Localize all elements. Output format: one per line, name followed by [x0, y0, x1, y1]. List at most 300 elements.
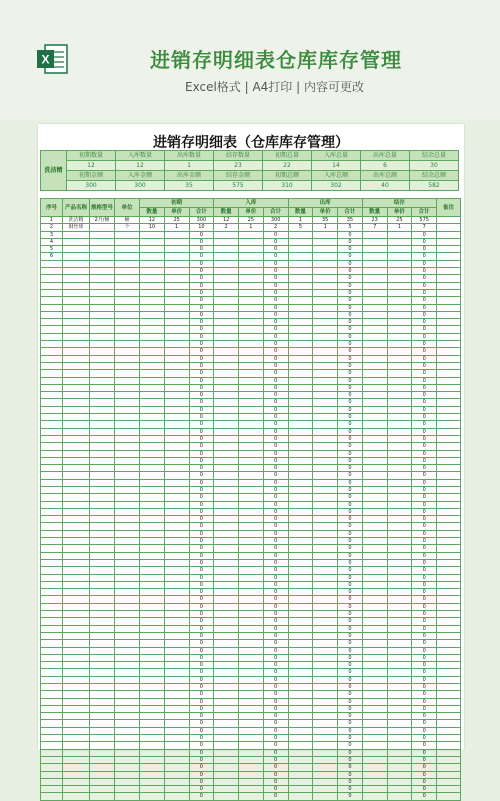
table-cell [41, 771, 63, 778]
table-cell [362, 778, 387, 785]
table-cell [41, 457, 63, 464]
table-cell [239, 472, 264, 479]
table-cell [362, 289, 387, 296]
table-cell [437, 749, 461, 756]
table-cell: 0 [412, 611, 437, 618]
sub-header: 数量 [140, 208, 165, 217]
table-cell [214, 319, 239, 326]
table-cell: 0 [412, 742, 437, 749]
table-cell [164, 596, 189, 603]
summary-row [41, 171, 459, 181]
table-cell [437, 611, 461, 618]
table-cell [90, 479, 115, 486]
inventory-table [40, 198, 461, 801]
table-cell: 0 [263, 647, 288, 654]
table-cell [140, 552, 165, 559]
table-cell [90, 618, 115, 625]
sub-header: 数量 [214, 208, 239, 217]
table-cell [63, 260, 90, 267]
table-cell [164, 786, 189, 793]
table-cell [387, 253, 412, 260]
table-cell: 0 [189, 501, 214, 508]
table-cell [214, 654, 239, 661]
table-cell [437, 406, 461, 413]
table-cell [362, 231, 387, 238]
table-cell [115, 778, 140, 785]
table-cell [63, 574, 90, 581]
table-cell: 12 [214, 217, 239, 224]
table-cell [63, 275, 90, 282]
table-cell [437, 311, 461, 318]
table-cell [90, 443, 115, 450]
table-cell: 0 [412, 552, 437, 559]
table-cell: 0 [412, 756, 437, 763]
table-cell: 0 [412, 567, 437, 574]
sub-header: 合计 [263, 208, 288, 217]
table-cell [313, 786, 338, 793]
table-cell [239, 355, 264, 362]
table-cell: 0 [263, 603, 288, 610]
table-row [41, 691, 461, 698]
table-cell [140, 311, 165, 318]
table-cell [362, 742, 387, 749]
table-cell [214, 304, 239, 311]
table-row [41, 217, 461, 224]
table-cell [63, 567, 90, 574]
table-cell: 0 [263, 508, 288, 515]
table-cell [140, 742, 165, 749]
table-cell [164, 377, 189, 384]
table-cell: 0 [338, 596, 363, 603]
table-cell [313, 530, 338, 537]
table-cell [288, 552, 313, 559]
table-cell [90, 370, 115, 377]
table-cell [214, 640, 239, 647]
table-cell [362, 472, 387, 479]
table-cell [140, 370, 165, 377]
table-row [41, 618, 461, 625]
table-cell [239, 778, 264, 785]
table-cell [239, 727, 264, 734]
table-cell: 0 [338, 705, 363, 712]
table-cell [437, 253, 461, 260]
table-cell [387, 793, 412, 800]
table-cell [164, 246, 189, 253]
table-cell [164, 713, 189, 720]
table-cell: 0 [263, 494, 288, 501]
table-cell: 0 [338, 326, 363, 333]
table-cell [41, 341, 63, 348]
table-cell [313, 669, 338, 676]
table-cell [214, 289, 239, 296]
table-cell [313, 516, 338, 523]
table-cell [437, 297, 461, 304]
table-cell [313, 647, 338, 654]
table-cell [63, 355, 90, 362]
table-cell [41, 632, 63, 639]
table-cell [288, 632, 313, 639]
table-cell: 0 [263, 596, 288, 603]
table-cell [63, 771, 90, 778]
table-cell [362, 501, 387, 508]
table-cell [362, 406, 387, 413]
table-cell [288, 282, 313, 289]
table-cell: 0 [189, 486, 214, 493]
table-cell [239, 625, 264, 632]
table-cell: 0 [412, 414, 437, 421]
table-cell: 0 [338, 289, 363, 296]
table-cell [387, 377, 412, 384]
table-cell: 0 [412, 749, 437, 756]
table-cell: 0 [412, 684, 437, 691]
table-cell [437, 282, 461, 289]
table-cell [313, 384, 338, 391]
table-cell [362, 414, 387, 421]
table-cell: 0 [263, 326, 288, 333]
table-cell: 0 [412, 311, 437, 318]
summary-value: 582 [410, 181, 459, 191]
table-cell [437, 581, 461, 588]
table-cell: 0 [338, 691, 363, 698]
table-cell [164, 479, 189, 486]
table-cell [313, 238, 338, 245]
table-cell: 0 [412, 713, 437, 720]
table-cell [239, 793, 264, 800]
table-cell: 0 [338, 348, 363, 355]
table-cell [140, 727, 165, 734]
table-cell [90, 319, 115, 326]
table-cell [63, 289, 90, 296]
table-cell [164, 567, 189, 574]
table-cell [214, 472, 239, 479]
table-row [41, 611, 461, 618]
table-cell [115, 676, 140, 683]
table-cell [164, 406, 189, 413]
table-cell [387, 684, 412, 691]
table-row [41, 362, 461, 369]
table-cell: 0 [263, 297, 288, 304]
table-cell [41, 443, 63, 450]
table-cell [362, 603, 387, 610]
table-cell [437, 603, 461, 610]
table-cell [387, 581, 412, 588]
table-cell [140, 676, 165, 683]
table-cell: 0 [338, 268, 363, 275]
table-cell [140, 362, 165, 369]
table-cell [214, 632, 239, 639]
table-cell [164, 472, 189, 479]
table-cell [362, 260, 387, 267]
table-cell: 0 [263, 450, 288, 457]
table-cell [63, 450, 90, 457]
table-cell [115, 479, 140, 486]
table-cell [63, 486, 90, 493]
remark-header: 备注 [437, 199, 461, 217]
table-cell [362, 355, 387, 362]
table-row [41, 720, 461, 727]
table-row [41, 771, 461, 778]
table-row [41, 684, 461, 691]
table-cell: 0 [263, 348, 288, 355]
table-cell [288, 596, 313, 603]
table-cell: 0 [338, 523, 363, 530]
table-cell: 0 [263, 443, 288, 450]
table-cell [362, 632, 387, 639]
table-cell: 0 [189, 574, 214, 581]
table-cell [288, 326, 313, 333]
table-cell [63, 640, 90, 647]
table-cell [288, 486, 313, 493]
table-cell [140, 326, 165, 333]
table-row [41, 479, 461, 486]
table-cell [387, 238, 412, 245]
table-cell: 0 [263, 669, 288, 676]
table-cell [288, 311, 313, 318]
table-cell [239, 508, 264, 515]
table-cell [115, 450, 140, 457]
table-row [41, 749, 461, 756]
table-cell: 0 [338, 647, 363, 654]
table-cell: 0 [338, 311, 363, 318]
table-cell [239, 618, 264, 625]
table-cell [387, 654, 412, 661]
table-cell [387, 756, 412, 763]
table-cell [362, 611, 387, 618]
table-cell [41, 311, 63, 318]
table-cell [313, 603, 338, 610]
table-cell [41, 268, 63, 275]
table-cell [214, 713, 239, 720]
table-cell: 0 [338, 246, 363, 253]
table-cell [437, 647, 461, 654]
summary-label: 初期数量 [67, 151, 116, 161]
table-cell: 0 [338, 720, 363, 727]
table-cell: 0 [263, 399, 288, 406]
table-cell: 0 [412, 326, 437, 333]
table-cell [239, 465, 264, 472]
table-cell: 0 [189, 727, 214, 734]
table-cell [140, 443, 165, 450]
table-cell: 0 [338, 341, 363, 348]
table-cell [90, 735, 115, 742]
table-cell [214, 749, 239, 756]
table-cell [41, 538, 63, 545]
table-cell [313, 771, 338, 778]
sheet-title: 进销存明细表（仓库库存管理） [153, 135, 349, 151]
table-cell [239, 435, 264, 442]
table-cell [63, 720, 90, 727]
table-cell [362, 596, 387, 603]
table-cell: 0 [263, 275, 288, 282]
table-cell [115, 435, 140, 442]
table-cell [214, 603, 239, 610]
table-cell [140, 319, 165, 326]
table-cell [164, 545, 189, 552]
table-cell [63, 530, 90, 537]
table-cell [115, 428, 140, 435]
table-cell [115, 355, 140, 362]
table-cell [90, 632, 115, 639]
table-cell [90, 698, 115, 705]
table-cell [239, 611, 264, 618]
table-cell: 0 [189, 282, 214, 289]
table-cell [362, 698, 387, 705]
table-cell: 0 [189, 450, 214, 457]
table-cell [164, 384, 189, 391]
table-cell [115, 406, 140, 413]
table-cell [288, 465, 313, 472]
table-cell [239, 705, 264, 712]
table-cell [437, 450, 461, 457]
table-cell: 0 [338, 786, 363, 793]
table-cell: 0 [263, 538, 288, 545]
table-cell [90, 486, 115, 493]
table-cell [164, 574, 189, 581]
table-cell: 0 [189, 370, 214, 377]
table-cell: 0 [338, 399, 363, 406]
table-cell [239, 428, 264, 435]
table-cell [164, 589, 189, 596]
table-cell: 0 [263, 640, 288, 647]
summary-value: 310 [263, 181, 312, 191]
table-cell [437, 435, 461, 442]
table-cell [63, 341, 90, 348]
table-cell: 0 [189, 275, 214, 282]
table-cell [63, 304, 90, 311]
table-cell: 300 [263, 217, 288, 224]
table-cell [437, 355, 461, 362]
table-cell: 0 [189, 311, 214, 318]
table-cell [214, 647, 239, 654]
table-cell [437, 720, 461, 727]
table-cell [63, 625, 90, 632]
table-cell [115, 735, 140, 742]
table-cell [41, 348, 63, 355]
table-cell [115, 742, 140, 749]
table-cell [63, 253, 90, 260]
table-cell [115, 691, 140, 698]
table-cell: 0 [189, 297, 214, 304]
table-cell [239, 523, 264, 530]
summary-value: 12 [67, 161, 116, 171]
table-cell: 0 [263, 676, 288, 683]
promo-header [0, 0, 500, 120]
table-cell [313, 676, 338, 683]
table-cell [115, 370, 140, 377]
table-row [41, 742, 461, 749]
table-row [41, 260, 461, 267]
table-cell [362, 720, 387, 727]
summary-row-label: 洗洁精 [41, 151, 67, 191]
table-row [41, 421, 461, 428]
table-cell [90, 341, 115, 348]
table-cell: 0 [189, 392, 214, 399]
table-cell [288, 348, 313, 355]
table-cell [214, 362, 239, 369]
table-cell [90, 268, 115, 275]
table-cell [387, 567, 412, 574]
table-cell [288, 589, 313, 596]
table-cell [164, 771, 189, 778]
table-cell [288, 377, 313, 384]
table-row [41, 530, 461, 537]
table-cell [437, 217, 461, 224]
table-cell [63, 742, 90, 749]
table-cell [140, 749, 165, 756]
table-cell [214, 268, 239, 275]
table-cell: 0 [189, 399, 214, 406]
table-cell: 0 [412, 516, 437, 523]
table-cell [239, 698, 264, 705]
summary-label: 出库总额 [361, 171, 410, 181]
table-cell: 0 [338, 603, 363, 610]
table-cell: 0 [412, 654, 437, 661]
table-row [41, 268, 461, 275]
table-cell: 0 [189, 348, 214, 355]
table-row [41, 647, 461, 654]
table-cell [164, 662, 189, 669]
table-cell: 0 [412, 647, 437, 654]
table-cell: 0 [412, 508, 437, 515]
table-cell [41, 333, 63, 340]
table-cell: 0 [338, 501, 363, 508]
table-cell [90, 589, 115, 596]
table-cell [63, 333, 90, 340]
table-cell: 0 [189, 516, 214, 523]
table-row [41, 282, 461, 289]
table-cell: 0 [412, 705, 437, 712]
table-cell: 0 [412, 538, 437, 545]
table-cell: 0 [189, 552, 214, 559]
summary-row [41, 161, 459, 171]
table-cell [140, 260, 165, 267]
table-cell [437, 508, 461, 515]
table-cell: 0 [338, 443, 363, 450]
table-cell [63, 662, 90, 669]
table-cell [115, 289, 140, 296]
table-cell: 0 [263, 589, 288, 596]
table-cell [140, 793, 165, 800]
table-cell [164, 611, 189, 618]
table-cell [387, 289, 412, 296]
table-cell [41, 545, 63, 552]
table-cell: 0 [189, 238, 214, 245]
table-cell: 0 [263, 735, 288, 742]
table-cell [164, 268, 189, 275]
table-cell [164, 691, 189, 698]
table-cell [115, 654, 140, 661]
table-row [41, 589, 461, 596]
table-cell: 0 [263, 786, 288, 793]
table-cell [239, 559, 264, 566]
table-cell [164, 516, 189, 523]
table-cell [437, 494, 461, 501]
table-cell [115, 501, 140, 508]
table-cell [313, 268, 338, 275]
table-cell [437, 530, 461, 537]
table-cell: 0 [263, 727, 288, 734]
table-cell [387, 231, 412, 238]
table-cell [140, 720, 165, 727]
table-row [41, 793, 461, 800]
table-cell [387, 304, 412, 311]
table-cell [140, 538, 165, 545]
table-cell: 0 [338, 538, 363, 545]
table-cell: 0 [263, 421, 288, 428]
table-cell [63, 362, 90, 369]
summary-value: 12 [116, 161, 165, 171]
table-cell: 0 [412, 764, 437, 771]
